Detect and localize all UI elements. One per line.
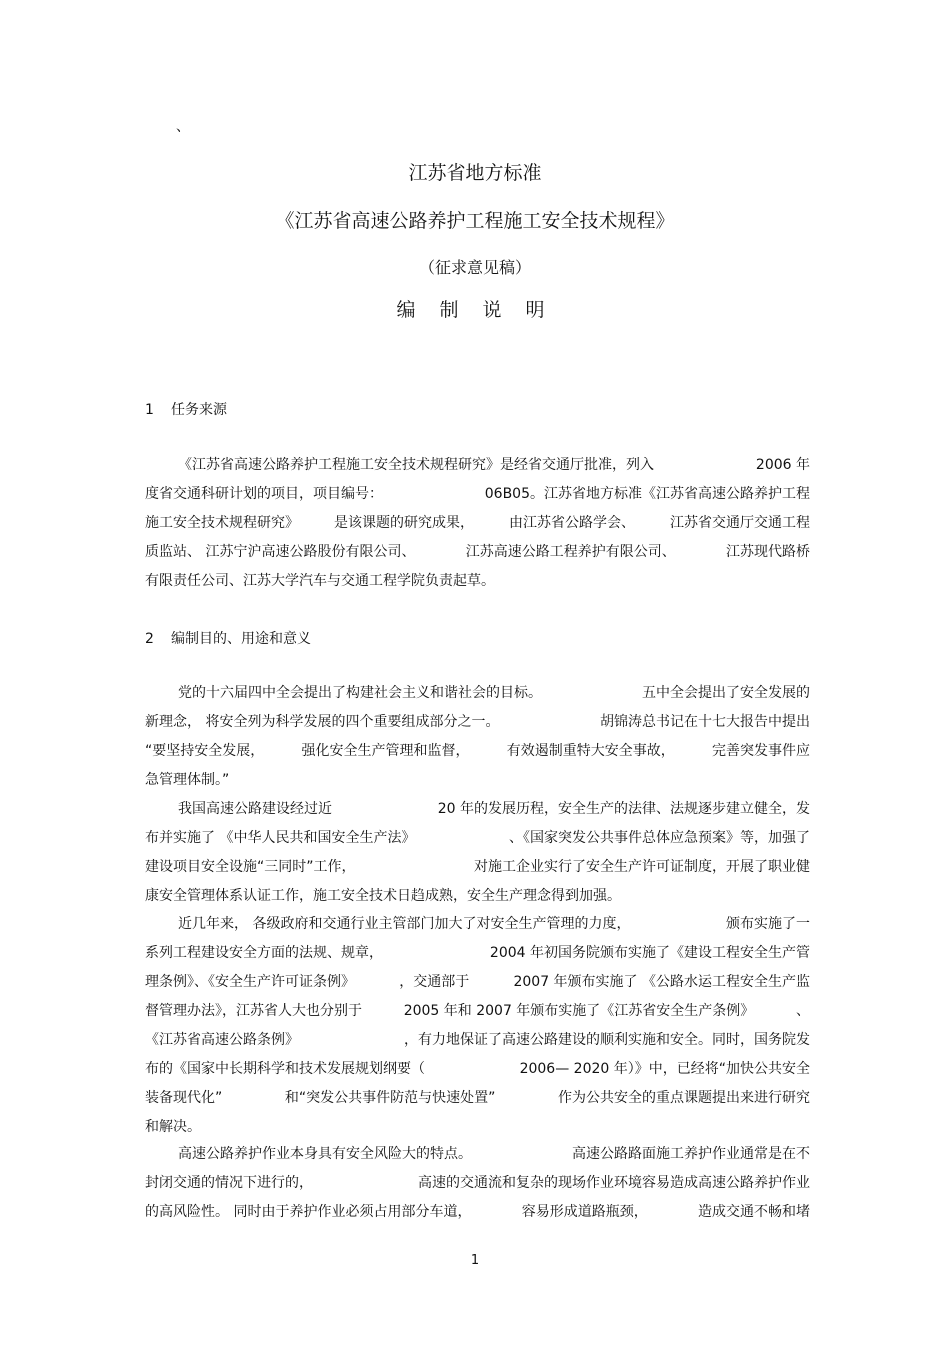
paragraph: [145, 795, 810, 911]
paragraph: [145, 910, 810, 1142]
section-2-heading: [145, 628, 311, 648]
text-segment: 装备现代化”: [145, 1090, 223, 1106]
text-segment: 的高风险性。 同时由于养护作业必须占用部分车道，: [145, 1204, 472, 1220]
text-line: [145, 1055, 810, 1084]
text-line: [145, 1169, 810, 1198]
text-line: [145, 1198, 810, 1227]
paragraph: [145, 679, 810, 795]
text-segment: 颁布实施了一: [726, 916, 810, 932]
standard-category-title: 江苏省地方标准: [408, 162, 542, 184]
section-number: 1: [145, 402, 154, 418]
text-line: [145, 824, 810, 853]
text-segment: 完善突发事件应: [711, 743, 810, 759]
text-segment: 系列工程建设安全方面的法规、规章，: [145, 945, 383, 961]
text-segment: 2007 年颁布实施了 《公路水运工程安全生产监: [513, 974, 810, 990]
text-segment: 有效遏制重特大安全事故，: [506, 743, 675, 759]
text-segment: 由江苏省公路学会、: [509, 515, 635, 531]
document-title: 《江苏省高速公路养护工程施工安全技术规程》: [275, 210, 675, 232]
text-segment: 封闭交通的情况下进行的，: [145, 1175, 313, 1191]
draft-status: （征求意见稿）: [418, 258, 531, 277]
text-segment: 、: [795, 1003, 810, 1019]
text-segment: 江苏省交通厅交通工程: [670, 515, 810, 531]
text-line: [145, 795, 810, 824]
text-segment: 2006 年: [755, 457, 810, 473]
text-segment: 康安全管理体系认证工作，施工安全技术日趋成熟，安全生产理念得到加强。: [145, 888, 621, 904]
text-segment: ，交通部于: [399, 974, 470, 990]
text-segment: 造成交通不畅和堵: [697, 1204, 810, 1220]
text-segment: 是该课题的研究成果，: [334, 515, 474, 531]
text-line: [145, 1084, 810, 1113]
text-segment: 江苏现代路桥: [725, 544, 810, 560]
text-segment: 《江苏省高速公路养护工程施工安全技术规程研究》是经省交通厅批准，列入: [178, 457, 654, 473]
text-segment: 我国高速公路建设经过近: [178, 801, 332, 817]
text-segment: 高速公路养护作业本身具有安全风险大的特点。: [178, 1146, 472, 1162]
text-segment: 20 年的发展历程，安全生产的法律、法规逐步建立健全，发: [437, 801, 810, 817]
text-segment: 强化安全生产管理和监督，: [301, 743, 470, 759]
text-line: [145, 968, 810, 997]
text-segment: 布并实施了 《中华人民共和国安全生产法》: [145, 830, 416, 846]
text-segment: 、《国家突发公共事件总体应急预案》等，加强了: [509, 830, 810, 846]
text-line: [145, 939, 810, 968]
text-segment: 质监站、 江苏宁沪高速公路股份有限公司、: [145, 544, 416, 560]
text-segment: 高速公路路面施工养护作业通常是在不: [572, 1146, 810, 1162]
text-line: [145, 1026, 810, 1055]
text-segment: 对施工企业实行了安全生产许可证制度，开展了职业健: [474, 859, 810, 875]
text-line: [145, 882, 810, 911]
section-heading-explanation: 编 制 说 明: [396, 299, 554, 321]
text-line: [145, 679, 810, 708]
text-line: [145, 480, 810, 509]
text-segment: 督管理办法》，江苏省人大也分别于: [145, 1003, 362, 1019]
text-line: [145, 853, 810, 882]
section-title: 编制目的、用途和意义: [171, 631, 311, 647]
text-segment: 施工安全技术规程研究》: [145, 515, 299, 531]
text-segment: 度省交通科研计划的项目，项目编号：: [145, 486, 383, 502]
text-segment: “要坚持安全发展，: [145, 743, 265, 759]
text-segment: 胡锦涛总书记在十七大报告中提出: [600, 714, 810, 730]
text-segment: 党的十六届四中全会提出了构建社会主义和谐社会的目标。: [178, 685, 542, 701]
text-segment: 容易形成道路瓶颈，: [521, 1204, 648, 1220]
paragraph: [145, 451, 810, 596]
text-line: [145, 708, 810, 737]
section-title: 任务来源: [171, 402, 227, 418]
text-segment: 五中全会提出了安全发展的: [642, 685, 810, 701]
text-segment: 布的《国家中长期科学和技术发展规划纲要（: [145, 1061, 425, 1077]
stray-mark: 、: [176, 119, 190, 135]
text-segment: 近几年来， 各级政府和交通行业主管部门加大了对安全生产管理的力度，: [178, 916, 631, 932]
text-segment: 2005 年和 2007 年颁布实施了《江苏省安全生产条例》: [403, 1003, 755, 1019]
text-segment: 06B05。江苏省地方标准《江苏省高速公路养护工程: [484, 486, 810, 502]
text-line: [145, 538, 810, 567]
text-segment: 急管理体制。”: [145, 772, 230, 788]
text-segment: 2006— 2020 年）》中，已经将“加快公共安全: [519, 1061, 810, 1077]
text-line: [145, 766, 810, 795]
text-line: [145, 1140, 810, 1169]
text-segment: 《江苏省高速公路条例》: [145, 1032, 299, 1048]
text-line: [145, 1113, 810, 1142]
section-number: 2: [145, 631, 154, 647]
text-segment: 有限责任公司、江苏大学汽车与交通工程学院负责起草。: [145, 573, 495, 589]
text-segment: ，有力地保证了高速公路建设的顺利实施和安全。同时，国务院发: [404, 1032, 810, 1048]
text-segment: 作为公共安全的重点课题提出来进行研究: [558, 1090, 810, 1106]
text-line: [145, 509, 810, 538]
text-line: [145, 910, 810, 939]
text-segment: 和“突发公共事件防范与快速处置”: [284, 1090, 496, 1106]
text-segment: 新理念， 将安全列为科学发展的四个重要组成部分之一。: [145, 714, 500, 730]
paragraph: [145, 1140, 810, 1227]
text-line: [145, 567, 810, 596]
text-line: [145, 997, 810, 1026]
text-segment: 理条例》、《安全生产许可证条例》: [145, 974, 355, 990]
text-segment: 江苏高速公路工程养护有限公司、: [465, 544, 676, 560]
text-segment: 高速的交通流和复杂的现场作业环境容易造成高速公路养护作业: [418, 1175, 810, 1191]
text-segment: 2004 年初国务院颁布实施了《建设工程安全生产管: [489, 945, 810, 961]
text-line: [145, 737, 810, 766]
section-1-heading: [145, 399, 227, 419]
page-number: 1: [470, 1253, 480, 1268]
text-line: [145, 451, 810, 480]
text-segment: 和解决。: [145, 1119, 201, 1135]
text-segment: 建设项目安全设施“三同时”工作，: [145, 859, 356, 875]
